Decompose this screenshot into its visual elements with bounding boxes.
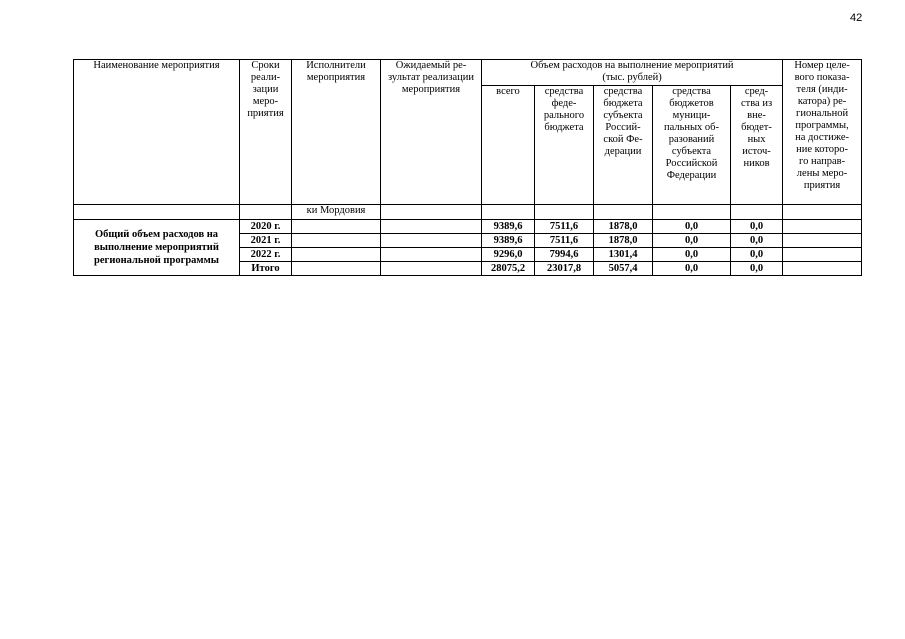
header-extrabudgetary: сред- ства из вне- бюдет- ных источ- ников [731, 86, 783, 205]
budget-table [73, 59, 862, 276]
row-extrabudgetary: 0,0 [731, 248, 783, 262]
row-extrabudgetary: 0,0 [731, 262, 783, 276]
cont-cell-5 [482, 205, 535, 220]
row-municipal: 0,0 [653, 234, 731, 248]
row-total: 9389,6 [482, 234, 535, 248]
header-row-1 [74, 60, 862, 86]
cont-cell-9 [731, 205, 783, 220]
row-expected [381, 234, 482, 248]
row-executors [292, 248, 381, 262]
row-expected [381, 262, 482, 276]
header-name: Наименование мероприятия [74, 60, 240, 205]
cont-cell-7 [594, 205, 653, 220]
row-period: 2021 г. [240, 234, 292, 248]
row-expected [381, 220, 482, 234]
cont-cell-1 [74, 205, 240, 220]
header-executors: Исполнители мероприятия [292, 60, 381, 205]
row-federal: 7994,6 [535, 248, 594, 262]
row-period: 2022 г. [240, 248, 292, 262]
row-regional: 1301,4 [594, 248, 653, 262]
header-municipal: средства бюджетов муници- пальных об- разований субъекта Российской Федерации [653, 86, 731, 205]
continuation-row [74, 205, 862, 220]
row-municipal: 0,0 [653, 220, 731, 234]
cont-cell-2 [240, 205, 292, 220]
cont-cell-6 [535, 205, 594, 220]
row-indicator [783, 248, 862, 262]
row-expected [381, 248, 482, 262]
row-indicator [783, 262, 862, 276]
row-total: 9296,0 [482, 248, 535, 262]
cont-cell-4 [381, 205, 482, 220]
row-extrabudgetary: 0,0 [731, 220, 783, 234]
row-regional: 1878,0 [594, 220, 653, 234]
row-total: 28075,2 [482, 262, 535, 276]
header-regional: средства бюджета субъекта Россий- ской Фе- дерации [594, 86, 653, 205]
row-regional: 5057,4 [594, 262, 653, 276]
page-number: 42 [850, 12, 863, 24]
cont-cell-8 [653, 205, 731, 220]
cont-cell-10 [783, 205, 862, 220]
row-executors [292, 262, 381, 276]
row-federal: 7511,6 [535, 234, 594, 248]
row-period: Итого [240, 262, 292, 276]
row-extrabudgetary: 0,0 [731, 234, 783, 248]
row-indicator [783, 220, 862, 234]
row-regional: 1878,0 [594, 234, 653, 248]
header-expense-volume: Объем расходов на выполнение мероприятий (тыс. рублей) [482, 60, 783, 86]
header-total: всего [482, 86, 535, 205]
header-federal: средства феде- рального бюджета [535, 86, 594, 205]
row-municipal: 0,0 [653, 262, 731, 276]
header-expected-result: Ожидаемый ре- зультат реализации мероприятия [381, 60, 482, 205]
summary-label: Общий объем расходов на выполнение мероприятий региональной программы [74, 220, 240, 276]
row-federal: 7511,6 [535, 220, 594, 234]
row-total: 9389,6 [482, 220, 535, 234]
row-executors [292, 220, 381, 234]
row-executors [292, 234, 381, 248]
row-federal: 23017,8 [535, 262, 594, 276]
row-municipal: 0,0 [653, 248, 731, 262]
row-indicator [783, 234, 862, 248]
header-period: Сроки реали- зации меро- приятия [240, 60, 292, 205]
table-row [74, 220, 862, 234]
header-indicator-number: Номер целе- вого показа- теля (инди- катора) ре- гиональной программы, на достиже- ние которо- го направ- лены меро- приятия [783, 60, 862, 205]
row-period: 2020 г. [240, 220, 292, 234]
continuation-text: ки Мордовия [292, 205, 381, 220]
